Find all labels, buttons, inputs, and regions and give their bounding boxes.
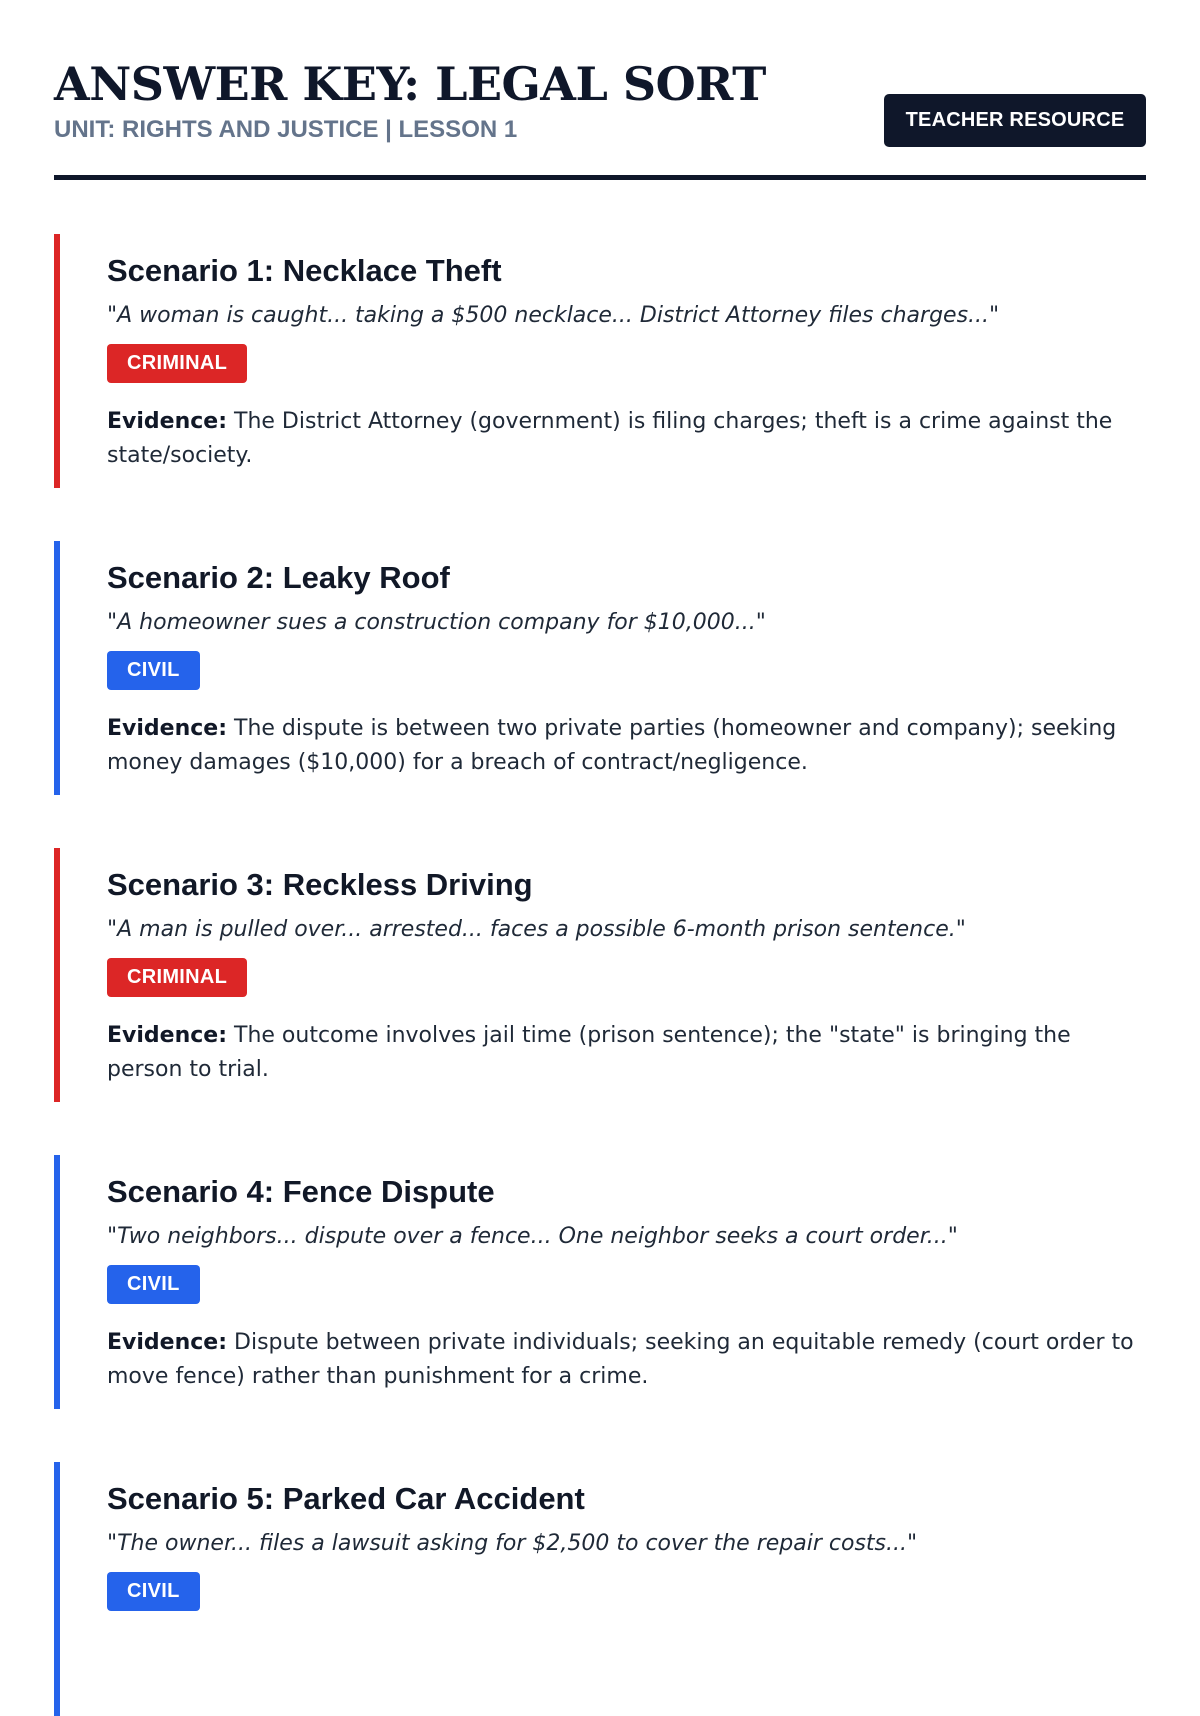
- scenario-card: [54, 234, 1146, 488]
- scenario-title: Scenario 1: Necklace Theft: [107, 253, 502, 288]
- evidence-label: Evidence:: [107, 409, 228, 434]
- case-type-tag: CIVIL: [107, 1265, 200, 1304]
- scenario-evidence: [107, 1326, 1146, 1394]
- evidence-label: Evidence:: [107, 716, 228, 741]
- teacher-resource-badge: TEACHER RESOURCE: [884, 94, 1146, 147]
- scenario-title: Scenario 2: Leaky Roof: [107, 560, 450, 595]
- evidence-text: The dispute is between two private parties (homeowner and company); seeking money damages ($10,000) for a breach of contract/negligence.: [107, 716, 1117, 775]
- scenario-card: [54, 848, 1146, 1102]
- scenario-evidence: [107, 1019, 1146, 1087]
- evidence-text: Dispute between private individuals; seeking an equitable remedy (court order to move fence) rather than punishment for a crime.: [107, 1330, 1134, 1389]
- scenario-evidence: [107, 712, 1146, 780]
- scenario-title: Scenario 5: Parked Car Accident: [107, 1481, 585, 1516]
- scenario-quote: "Two neighbors... dispute over a fence... One neighbor seeks a court order...": [107, 1224, 958, 1249]
- evidence-label: Evidence:: [107, 1023, 228, 1048]
- scenario-list: [54, 180, 1146, 1716]
- evidence-text: The outcome involves jail time (prison sentence); the "state" is bringing the person to trial.: [107, 1023, 1071, 1082]
- scenario-evidence: [107, 405, 1146, 473]
- evidence-label: Evidence:: [107, 1330, 228, 1355]
- evidence-text: The District Attorney (government) is filing charges; theft is a crime against the state/society.: [107, 409, 1113, 468]
- scenario-quote: "The owner... files a lawsuit asking for $2,500 to cover the repair costs...": [107, 1531, 918, 1556]
- scenario-quote: "A homeowner sues a construction company for $10,000...": [107, 610, 766, 635]
- case-type-tag: CRIMINAL: [107, 958, 247, 997]
- scenario-quote: "A man is pulled over... arrested... faces a possible 6-month prison sentence.": [107, 917, 966, 942]
- case-type-tag: CIVIL: [107, 1572, 200, 1611]
- page-title: ANSWER KEY: LEGAL SORT: [54, 57, 766, 111]
- scenario-card: [54, 1462, 1146, 1716]
- case-type-tag: CRIMINAL: [107, 344, 247, 383]
- page-header: [54, 0, 1146, 180]
- scenario-card: [54, 541, 1146, 795]
- scenario-title: Scenario 3: Reckless Driving: [107, 867, 533, 902]
- case-type-tag: CIVIL: [107, 651, 200, 690]
- scenario-card: [54, 1155, 1146, 1409]
- scenario-quote: "A woman is caught... taking a $500 necklace... District Attorney files charges...": [107, 303, 1000, 328]
- scenario-title: Scenario 4: Fence Dispute: [107, 1174, 495, 1209]
- page-subtitle: UNIT: RIGHTS AND JUSTICE | LESSON 1: [54, 116, 518, 143]
